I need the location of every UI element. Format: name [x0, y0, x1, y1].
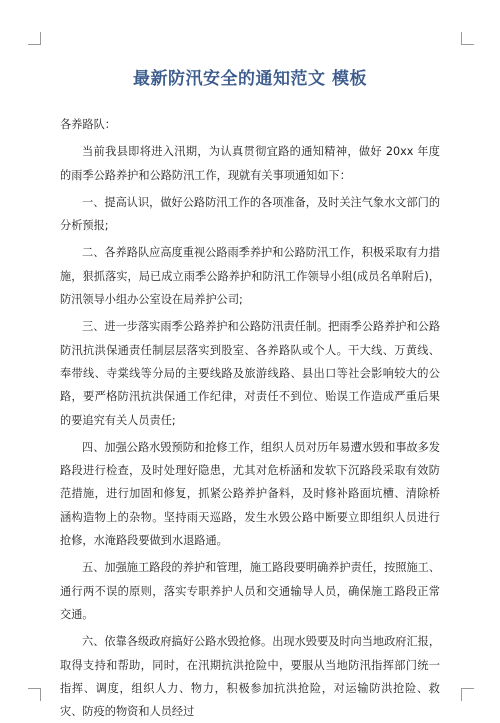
page-corner-mark	[461, 32, 474, 45]
paragraph: 三、进一步落实雨季公路养护和公路防汛责任制。把雨季公路养护和公路防汛抗洪保通责任制层层落实到股室、各养路队或个人。干大线、万黄线、奉带线、寺棠线等分局的主要线路及旅游线路、县出口等社会影响较大的公路，要严格防汛抗洪保通工作纪律，对责任不到位、贻误工作造成严重后果的要追究有关人员责任;	[60, 320, 441, 427]
greeting: 各养路队：	[60, 118, 116, 131]
document-body	[60, 113, 440, 723]
document-title: 最新防汛安全的通知范文 模板	[133, 69, 367, 89]
paragraph: 六、依靠各级政府搞好公路水毁抢修。出现水毁要及时向当地政府汇报，取得支持和帮助，同时，在汛期抗洪抢险中，要服从当地防汛指挥部门统一指挥、调度，组织人力、物力，积极参加抗洪抢险，对运输防洪抢险、救灾、防疫的物资和人员经过	[60, 635, 441, 719]
paragraph: 四、加强公路水毁预防和抢修工作，组织人员对历年易遭水毁和事故多发路段进行检查，及时处理好隐患，尤其对危桥涵和发软下沉路段采取有效防范措施，进行加固和修复，抓紧公路养护备料，及时修补路面坑槽、清除桥涵构造物上的杂物。坚持雨天巡路，发生水毁公路中断要立即组织人员进行抢修，水淹路段要做到水退路通。	[60, 440, 441, 548]
page-corner-mark	[461, 688, 474, 701]
paragraph: 二、各养路队应高度重视公路雨季养护和公路防汛工作，积极采取有力措施，狠抓落实，局已成立雨季公路养护和防汛工作领导小组(成员名单附后)，防汛领导小组办公室设在局养护公司;	[60, 246, 441, 307]
page-corner-mark	[28, 32, 41, 45]
paragraph: 五、加强施工路段的养护和管理，施工路段要明确养护责任，按照施工、通行两不误的原则，落实专职养护人员和交通输导人员，确保施工路段正常交通。	[60, 561, 441, 621]
page-corner-mark	[28, 688, 41, 701]
paragraph: 当前我县即将进入汛期，为认真贯彻宜路的通知精神，做好 20xx 年度的雨季公路养护和公路防汛工作，现就有关事项通知如下：	[60, 145, 440, 182]
paragraph: 一、提高认识，做好公路防汛工作的各项准备，及时关注气象水文部门的分析预报;	[60, 195, 441, 233]
